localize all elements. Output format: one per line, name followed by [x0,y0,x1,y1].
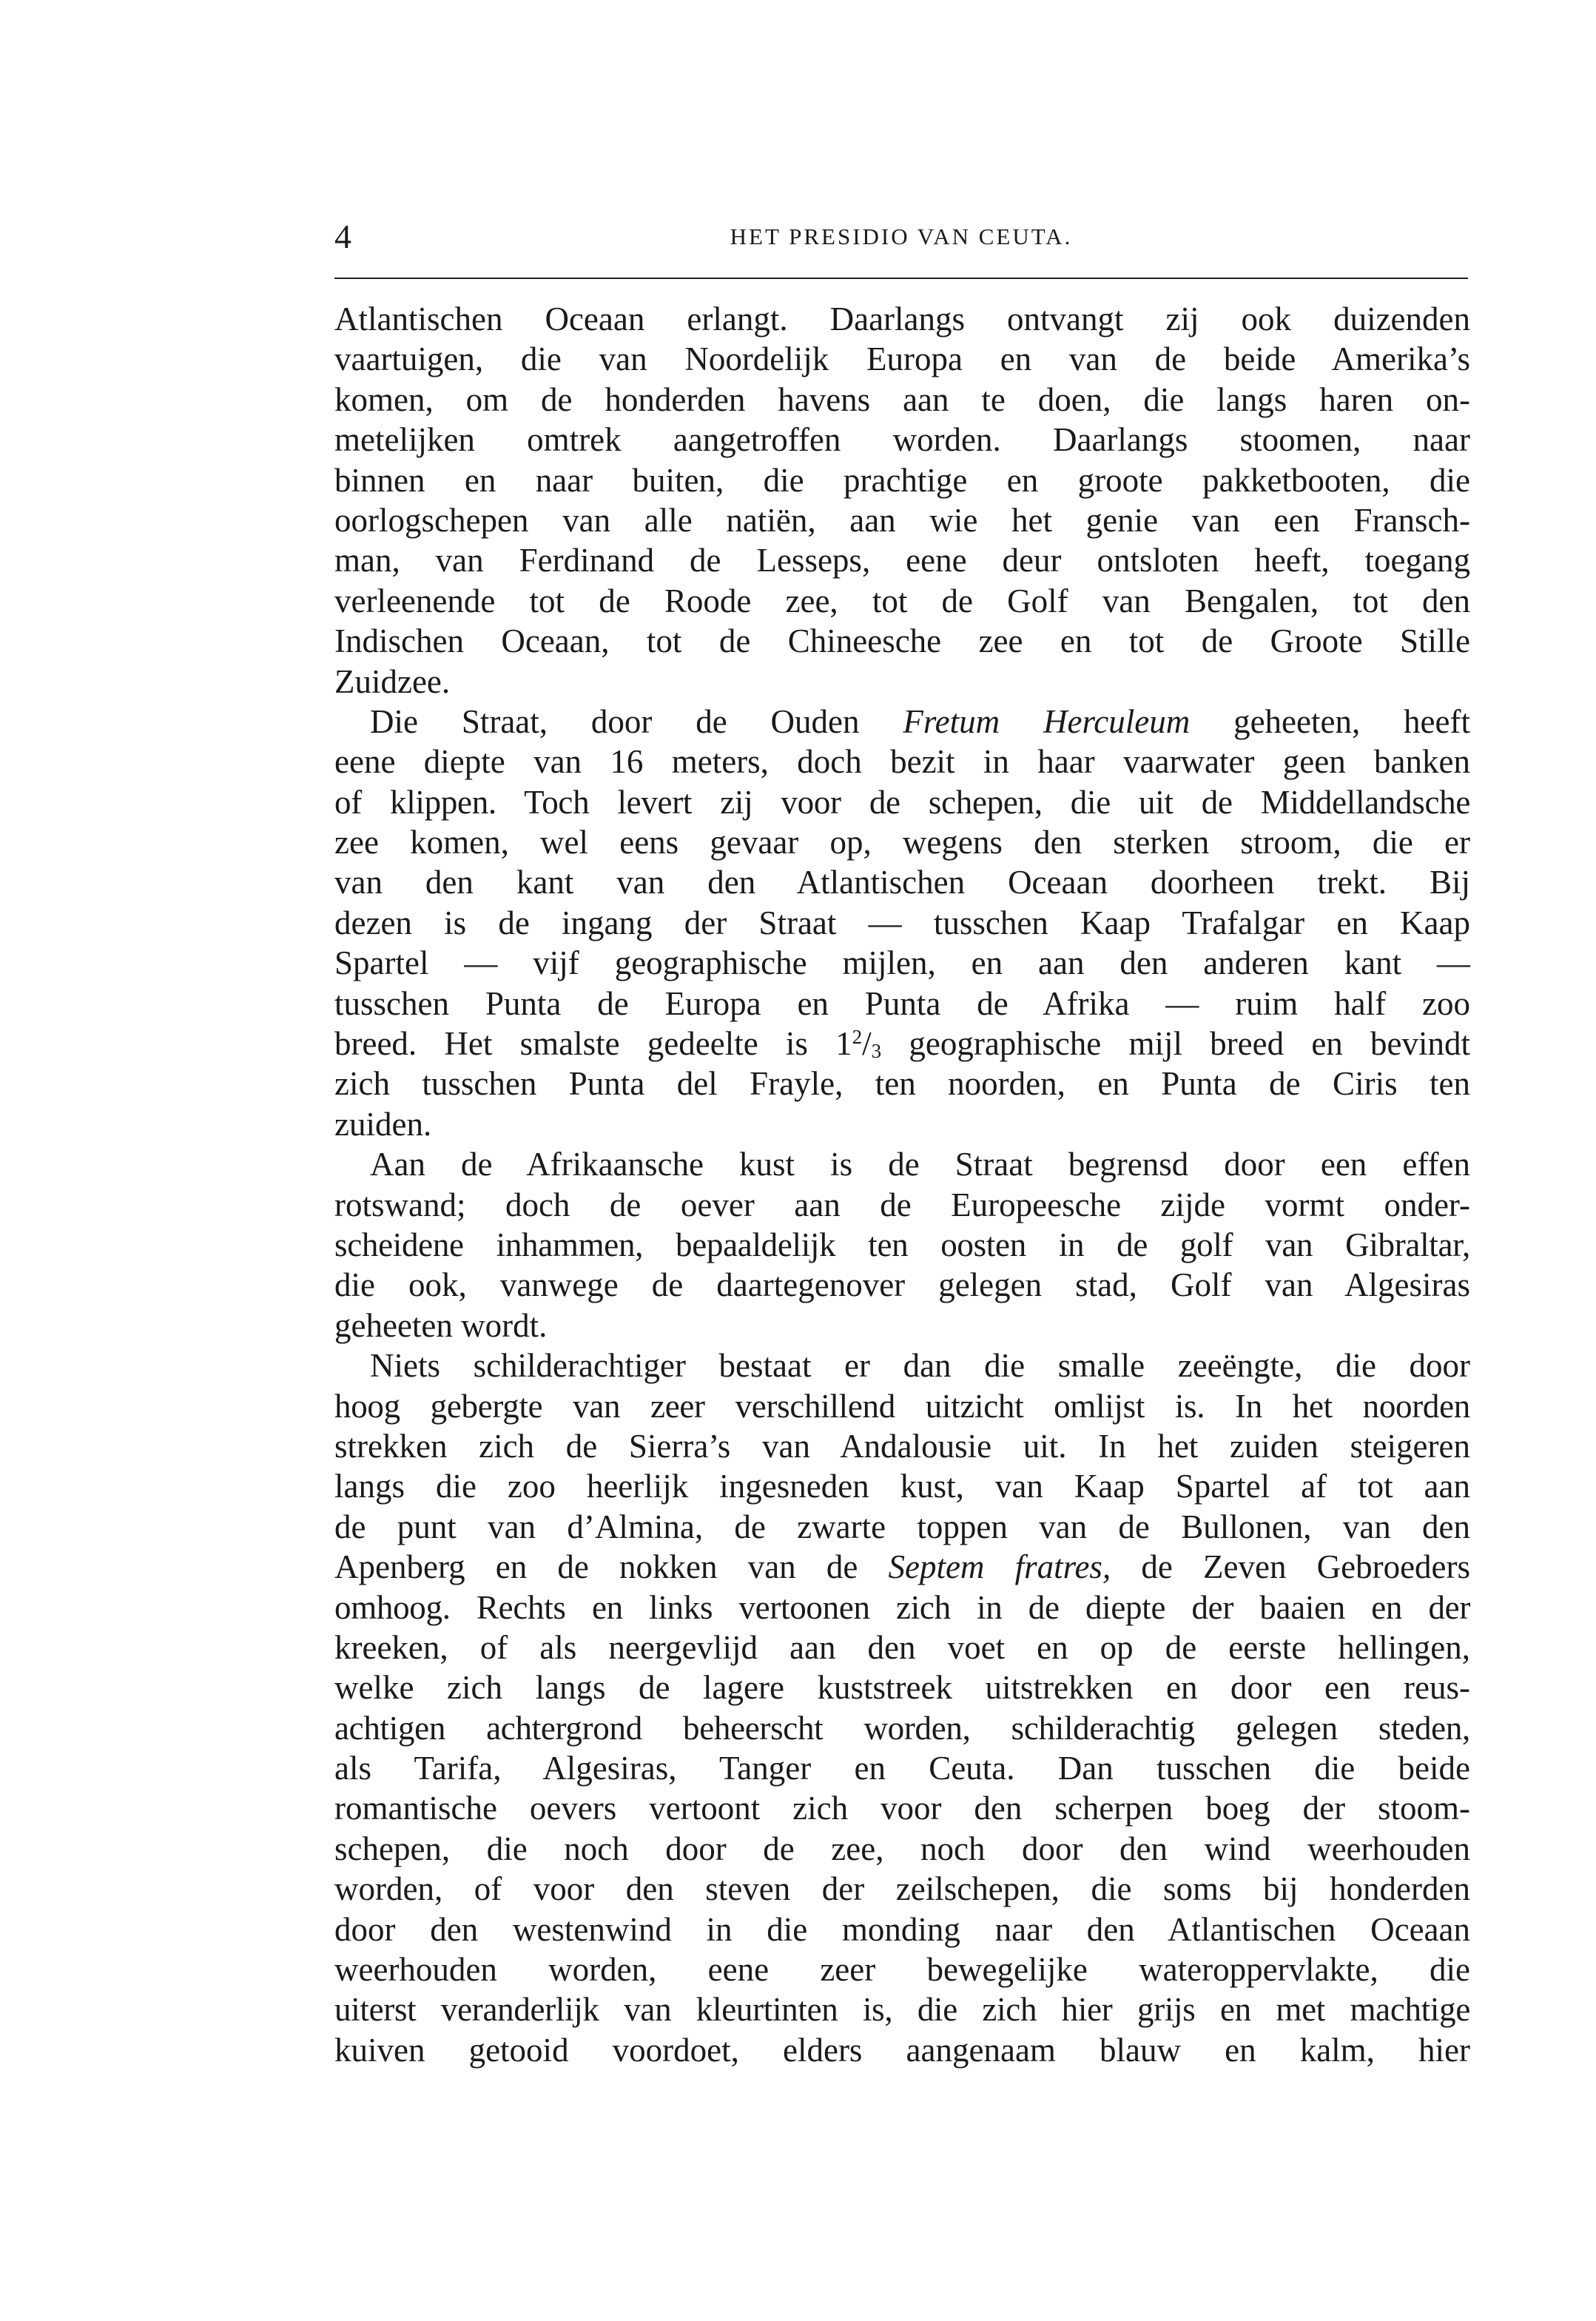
text-line: oorlogschepen van alle natiën, aan wie het genie van een Fransch- [334,501,1470,539]
italic-phrase: Septem fratres, [888,1548,1111,1586]
fraction-denominator: 3 [871,1040,882,1063]
text-line: welke zich langs de lagere kuststreek uitstrekken en door een reus- [334,1669,1470,1707]
text-line: verleenende tot de Roode zee, tot de Golf van Bengalen, tot den [334,582,1470,619]
text-line: zich tusschen Punta del Frayle, ten noorden, en Punta de Ciris ten [334,1065,1470,1103]
text-line: komen, om de honderden havens aan te doen, die langs haren on- [334,380,1470,418]
text-line: binnen en naar buiten, die prachtige en groote pakketbooten, die [334,461,1470,499]
text-line: omhoog. Rechts en links vertoonen zich in de diepte der baaien en der [334,1588,1470,1626]
text-run: Die Straat, door de Ouden [370,702,903,740]
text-line: schepen, die noch door de zee, noch door den wind weerhouden [334,1830,1470,1867]
running-head [334,215,1468,259]
text-line: worden, of voor den steven der zeilschepen, die soms bij honderden [334,1870,1470,1908]
text-line [334,1024,1470,1064]
text-line: van den kant van den Atlantischen Oceaan doorheen trekt. Bij [334,864,1470,901]
text-line: hoog gebergte van zeer verschillend uitzicht omlijst is. In het noorden [334,1387,1470,1425]
text-line: zuiden. [334,1105,432,1143]
text-line: vaartuigen, die van Noordelijk Europa en van de beide Amerika’s [334,340,1470,378]
text-line: door den westenwind in die monding naar den Atlantischen Oceaan [334,1910,1470,1948]
text-line: Niets schilderachtiger bestaat er dan die smalle zeeëngte, die door [370,1347,1470,1385]
text-line: Spartel — vijf geographische mijlen, en aan den anderen kant — [334,944,1470,982]
text-line: weerhouden worden, eene zeer bewegelijke wateroppervlakte, die [334,1951,1470,1989]
text-line: man, van Ferdinand de Lesseps, eene deur ontsloten heeft, toegang [334,542,1470,580]
text-line: of klippen. Toch levert zij voor de schepen, die uit de Middellandsche [334,783,1470,821]
text-line: de punt van d’Almina, de zwarte toppen van de Bullonen, van den [334,1508,1470,1545]
text-line: Zuidzee. [334,662,451,700]
text-line: eene diepte van 16 meters, doch bezit in haar vaarwater geen banken [334,743,1470,781]
text-line [334,702,1470,742]
text-line: dezen is de ingang der Straat — tusschen Kaap Trafalgar en Kaap [334,904,1470,941]
text-line: achtigen achtergrond beheerscht worden, schilderachtig gelegen steden, [334,1709,1470,1747]
text-run: geheeten, heeft [1190,702,1470,740]
text-line: scheidene inhammen, bepaaldelijk ten oosten in de golf van Gibraltar, [334,1226,1470,1263]
text-line: zee komen, wel eens gevaar op, wegens den sterken stroom, die er [334,824,1470,861]
text-line: die ook, vanwege de daartegenover gelegen stad, Golf van Algesiras [334,1266,1470,1304]
text-line: metelijken omtrek aangetroffen worden. Daarlangs stoomen, naar [334,421,1470,459]
body-text [334,299,1470,2070]
text-line: geheeten wordt. [334,1306,548,1344]
text-run: geographische mijl breed en bevindt [881,1025,1470,1063]
running-title: HET PRESIDIO VAN CEUTA. [730,224,1073,249]
text-run: Apenberg en de nokken van de [334,1548,889,1586]
text-line: Indischen Oceaan, tot de Chineesche zee en tot de Groote Stille [334,622,1470,660]
text-line: rotswand; doch de oever aan de Europeesche zijde vormt onder- [334,1186,1470,1223]
fraction-slash: / [862,1025,872,1063]
page-number: 4 [334,218,351,255]
text-line: langs die zoo heerlijk ingesneden kust, van Kaap Spartel af tot aan [334,1468,1470,1505]
text-run: breed. Het smalste gedeelte is 1 [334,1025,852,1063]
text-line: kuiven getooid voordoet, elders aangenaam blauw en kalm, hier [334,2031,1470,2069]
text-line: als Tarifa, Algesiras, Tanger en Ceuta. Dan tusschen die beide [334,1750,1470,1787]
text-line: romantische oevers vertoont zich voor den scherpen boeg der stoom- [334,1790,1470,1827]
text-line: tusschen Punta de Europa en Punta de Afrika — ruim half zoo [334,984,1470,1022]
text-line: Aan de Afrikaansche kust is de Straat begrensd door een effen [370,1146,1470,1183]
header-rule [334,278,1468,279]
text-line: uiterst veranderlijk van kleurtinten is, die zich hier grijs en met machtige [334,1991,1470,2029]
text-line: Atlantischen Oceaan erlangt. Daarlangs ontvangt zij ook duizenden [334,300,1470,337]
italic-phrase: Fretum Herculeum [903,702,1191,740]
text-line [334,1547,1470,1587]
fraction-numerator: 2 [852,1026,863,1049]
text-run: de Zeven Gebroeders [1111,1548,1471,1586]
text-line: strekken zich de Sierra’s van Andalousie uit. In het zuiden steigeren [334,1427,1470,1465]
text-line: kreeken, of als neergevlijd aan den voet en op de eerste hellingen, [334,1628,1470,1666]
